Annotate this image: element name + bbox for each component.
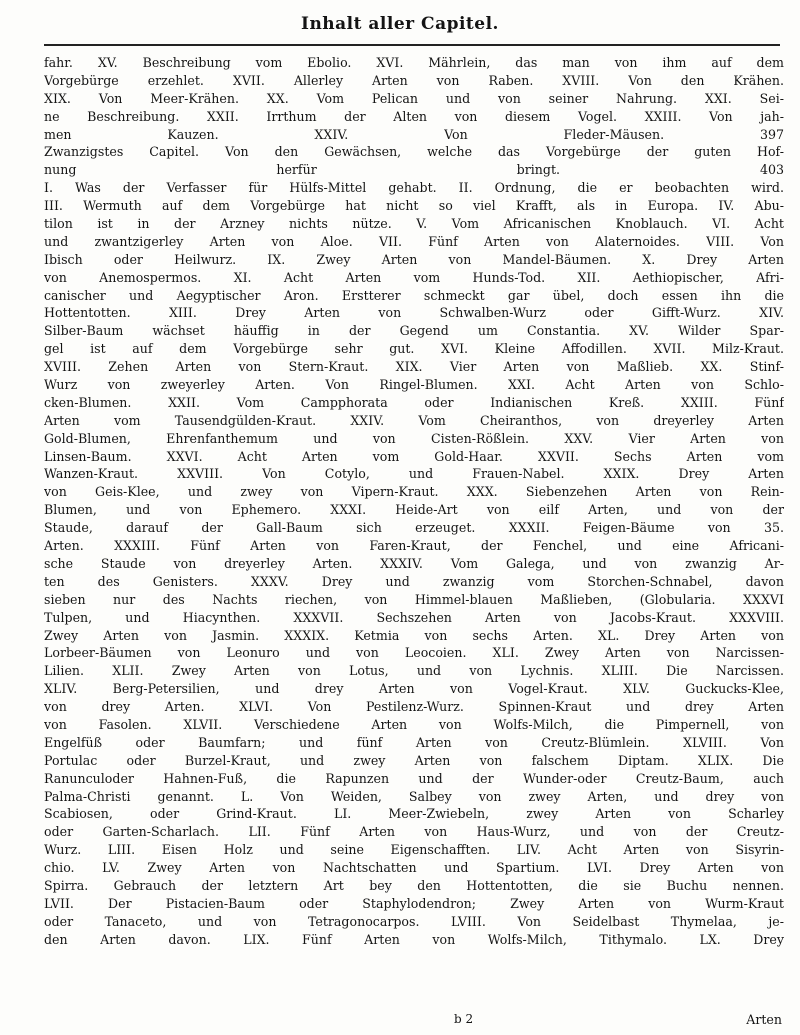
- chapter-heading-line: nung herfür bringt. 403: [44, 162, 784, 178]
- signature-mark: b 2: [454, 1012, 474, 1026]
- text-line: ten des Genisters. XXXV. Drey und zwanzig vom Storchen-Schnabel, davon: [44, 573, 784, 589]
- text-line: Vorgebürge erzehlet. XVII. Allerley Arten von Raben. XVIII. Von den Krähen.: [44, 72, 784, 88]
- text-line: von Fasolen. XLVII. Verschiedene Arten von Wolfs-Milch, die Pimpernell, von: [44, 716, 784, 732]
- text-line: III. Wermuth auf dem Vorgebürge hat nicht so viel Krafft, als in Europa. IV. Abu-: [44, 198, 784, 214]
- text-line: XVIII. Zehen Arten von Stern-Kraut. XIX. Vier Arten von Maßlieb. XX. Stinf-: [44, 359, 784, 375]
- text-line: cken-Blumen. XXII. Vom Campphorata oder Indianischen Kreß. XXIII. Fünf: [44, 394, 784, 410]
- text-line: ne Beschreibung. XXII. Irrthum der Alten von diesem Vogel. XXIII. Von jah-: [44, 108, 784, 124]
- text-line: [44, 949, 784, 967]
- text-line: [44, 966, 784, 984]
- text-line: XIX. Von Meer-Krähen. XX. Vom Pelican und von seiner Nahrung. XXI. Sei-: [44, 90, 784, 106]
- table-of-contents-text: [44, 54, 784, 1014]
- running-head: Inhalt aller Capitel.: [301, 14, 499, 34]
- text-line: von Geis-Klee, und zwey von Vipern-Kraut. XXX. Siebenzehen Arten von Rein-: [44, 484, 784, 500]
- text-line: Wanzen-Kraut. XXVIII. Von Cotylo, und Frauen-Nabel. XXIX. Drey Arten: [44, 466, 784, 482]
- text-line: fahr. XV. Beschreibung vom Ebolio. XVI. Mährlein, das man von ihm auf dem: [44, 55, 784, 70]
- page-footer: [0, 1012, 800, 1032]
- text-line: Spirra. Gebrauch der letztern Art bey den Hottentotten, die sie Buchu nennen.: [44, 877, 784, 893]
- text-line: Arten vom Tausendgülden-Kraut. XXIV. Vom Cheiranthos, von dreyerley Arten: [44, 412, 784, 428]
- head-rule: [44, 44, 780, 46]
- text-line: Blumen, und von Ephemero. XXXI. Heide-Art von eilf Arten, und von der: [44, 502, 784, 518]
- text-line: Staude, darauf der Gall-Baum sich erzeuget. XXXII. Feigen-Bäume von 35.: [44, 520, 784, 536]
- text-line: Portulac oder Burzel-Kraut, und zwey Arten von falschem Diptam. XLIX. Die: [44, 752, 784, 768]
- text-line: I. Was der Verfasser für Hülfs-Mittel gehabt. II. Ordnung, die er beobachten wird.: [44, 180, 784, 196]
- text-line: Linsen-Baum. XXVI. Acht Arten vom Gold-Haar. XXVII. Sechs Arten vom: [44, 448, 784, 464]
- text-line: Wurz von zweyerley Arten. Von Ringel-Blumen. XXI. Acht Arten von Schlo-: [44, 377, 784, 393]
- text-line: XLIV. Berg-Petersilien, und drey Arten von Vogel-Kraut. XLV. Guckucks-Klee,: [44, 681, 784, 697]
- text-line: von drey Arten. XLVI. Von Pestilenz-Wurz. Spinnen-Kraut und drey Arten: [44, 699, 784, 715]
- chapter-heading-line: Zwanzigstes Capitel. Von den Gewächsen, welche das Vorgebürge der guten Hof-: [44, 144, 784, 160]
- text-line: Gold-Blumen, Ehrenfanthemum und von Cisten-Rößlein. XXV. Vier Arten von: [44, 430, 784, 446]
- text-line: Ibisch oder Heilwurz. IX. Zwey Arten von Mandel-Bäumen. X. Drey Arten: [44, 251, 784, 267]
- text-line: Ranunculoder Hahnen-Fuß, die Rapunzen und der Wunder-oder Creutz-Baum, auch: [44, 770, 784, 786]
- text-line: sche Staude von dreyerley Arten. XXXIV. Vom Galega, und von zwanzig Ar-: [44, 555, 784, 571]
- text-line: oder Garten-Scharlach. LII. Fünf Arten von Haus-Wurz, und von der Creutz-: [44, 824, 784, 840]
- text-line: Wurz. LIII. Eisen Holz und seine Eigenschafften. LIV. Acht Arten von Sisyrin-: [44, 842, 784, 858]
- text-line: sieben nur des Nachts riechen, von Himmel-blauen Maßlieben, (Globularia. XXXVI: [44, 591, 784, 607]
- text-line: chio. LV. Zwey Arten von Nachtschatten und Spartium. LVI. Drey Arten von: [44, 860, 784, 876]
- text-line: Hottentotten. XIII. Drey Arten von Schwalben-Wurz oder Gifft-Wurz. XIV.: [44, 305, 784, 321]
- text-line: Lilien. XLII. Zwey Arten von Lotus, und von Lychnis. XLIII. Die Narcissen.: [44, 663, 784, 679]
- text-line: Zwey Arten von Jasmin. XXXIX. Ketmia von sechs Arten. XL. Drey Arten von: [44, 627, 784, 643]
- text-line: von Anemospermos. XI. Acht Arten vom Hunds-Tod. XII. Aethiopischer, Afri-: [44, 269, 784, 285]
- text-line: tilon ist in der Arzney nichts nütze. V. Vom Africanischen Knoblauch. VI. Acht: [44, 216, 784, 232]
- text-line: den Arten davon. LIX. Fünf Arten von Wolfs-Milch, Tithymalo. LX. Drey: [44, 931, 784, 947]
- text-line: Palma-Christi genannt. L. Von Weiden, Salbey von zwey Arten, und drey von: [44, 788, 784, 804]
- text-line: Arten. XXXIII. Fünf Arten von Faren-Kraut, der Fenchel, und eine Africani-: [44, 538, 784, 554]
- text-line: men Kauzen. XXIV. Von Fleder-Mäusen. 397: [44, 126, 784, 142]
- text-line: Engelfüß oder Baumfarn; und fünf Arten von Creutz-Blümlein. XLVIII. Von: [44, 734, 784, 750]
- text-line: und zwantzigerley Arten von Aloe. VII. Fünf Arten von Alaternoides. VIII. Von: [44, 233, 784, 249]
- catchword: Arten: [746, 1012, 782, 1027]
- text-line: Tulpen, und Hiacynthen. XXXVII. Sechszehen Arten von Jacobs-Kraut. XXXVIII.: [44, 609, 784, 625]
- text-line: canischer und Aegyptischer Aron. Erstterer schmeckt gar übel, doch essen ihn die: [44, 287, 784, 303]
- text-line: Silber-Baum wächset häuffig in der Gegend um Constantia. XV. Wilder Spar-: [44, 323, 784, 339]
- text-line: Scabiosen, oder Grind-Kraut. LI. Meer-Zwiebeln, zwey Arten von Scharley: [44, 806, 784, 822]
- text-line: Lorbeer-Bäumen von Leonuro und von Leocoien. XLI. Zwey Arten von Narcissen-: [44, 645, 784, 661]
- text-line: oder Tanaceto, und von Tetragonocarpos. LVIII. Von Seidelbast Thymelaa, je-: [44, 913, 784, 929]
- text-line: LVII. Der Pistacien-Baum oder Staphylodendron; Zwey Arten von Wurm-Kraut: [44, 895, 784, 911]
- text-line: gel ist auf dem Vorgebürge sehr gut. XVI. Kleine Affodillen. XVII. Milz-Kraut.: [44, 341, 784, 357]
